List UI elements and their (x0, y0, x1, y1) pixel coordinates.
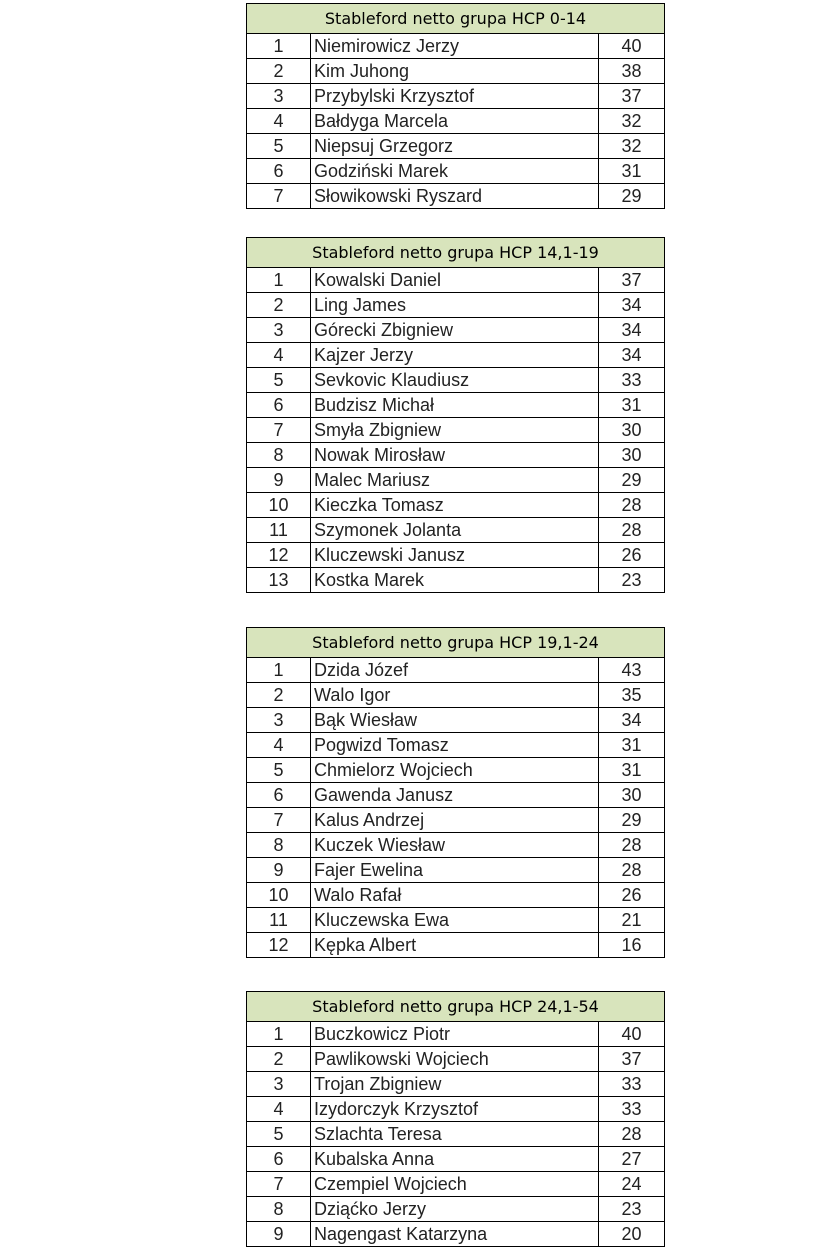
table-row (247, 758, 665, 783)
table-row (247, 184, 665, 209)
table-row (247, 1172, 665, 1197)
player-name-cell: Kluczewski Janusz (311, 543, 599, 568)
rank-cell: 5 (247, 758, 311, 783)
player-name-cell: Niepsuj Grzegorz (311, 134, 599, 159)
points-cell: 28 (599, 518, 665, 543)
table-title: Stableford netto grupa HCP 19,1-24 (247, 628, 665, 658)
rank-cell: 1 (247, 34, 311, 59)
player-name-cell: Nagengast Katarzyna (311, 1222, 599, 1247)
points-cell: 21 (599, 908, 665, 933)
player-name-cell: Dzida Józef (311, 658, 599, 683)
points-cell: 35 (599, 683, 665, 708)
player-name-cell: Ling James (311, 293, 599, 318)
table-title: Stableford netto grupa HCP 14,1-19 (247, 238, 665, 268)
results-table-hcp-14-19 (246, 237, 665, 593)
player-name-cell: Fajer Ewelina (311, 858, 599, 883)
points-cell: 34 (599, 708, 665, 733)
player-name-cell: Kostka Marek (311, 568, 599, 593)
player-name-cell: Godziński Marek (311, 159, 599, 184)
points-cell: 33 (599, 1072, 665, 1097)
table-row (247, 1147, 665, 1172)
player-name-cell: Malec Mariusz (311, 468, 599, 493)
rank-cell: 8 (247, 443, 311, 468)
points-cell: 27 (599, 1147, 665, 1172)
player-name-cell: Przybylski Krzysztof (311, 84, 599, 109)
player-name-cell: Kajzer Jerzy (311, 343, 599, 368)
player-name-cell: Walo Rafał (311, 883, 599, 908)
table-row (247, 1097, 665, 1122)
table-row (247, 933, 665, 958)
table-row (247, 493, 665, 518)
table-row (247, 1122, 665, 1147)
points-cell: 31 (599, 159, 665, 184)
player-name-cell: Szlachta Teresa (311, 1122, 599, 1147)
rank-cell: 10 (247, 883, 311, 908)
table-body (247, 268, 665, 593)
table-row (247, 368, 665, 393)
points-cell: 20 (599, 1222, 665, 1247)
rank-cell: 4 (247, 343, 311, 368)
points-cell: 32 (599, 134, 665, 159)
table-row (247, 418, 665, 443)
player-name-cell: Budzisz Michał (311, 393, 599, 418)
rank-cell: 12 (247, 933, 311, 958)
points-cell: 29 (599, 808, 665, 833)
points-cell: 23 (599, 568, 665, 593)
points-cell: 28 (599, 1122, 665, 1147)
table-row (247, 808, 665, 833)
points-cell: 34 (599, 318, 665, 343)
table-row (247, 1022, 665, 1047)
player-name-cell: Buczkowicz Piotr (311, 1022, 599, 1047)
rank-cell: 6 (247, 159, 311, 184)
points-cell: 33 (599, 1097, 665, 1122)
rank-cell: 3 (247, 1072, 311, 1097)
points-cell: 26 (599, 883, 665, 908)
results-table-hcp-24-54 (246, 991, 665, 1247)
player-name-cell: Kieczka Tomasz (311, 493, 599, 518)
player-name-cell: Bałdyga Marcela (311, 109, 599, 134)
table-row (247, 658, 665, 683)
points-cell: 32 (599, 109, 665, 134)
rank-cell: 11 (247, 908, 311, 933)
table-row (247, 443, 665, 468)
rank-cell: 7 (247, 1172, 311, 1197)
table-row (247, 1222, 665, 1247)
rank-cell: 5 (247, 368, 311, 393)
table-body (247, 1022, 665, 1247)
table-row (247, 268, 665, 293)
points-cell: 43 (599, 658, 665, 683)
table-row (247, 1072, 665, 1097)
points-cell: 28 (599, 833, 665, 858)
table-row (247, 34, 665, 59)
points-cell: 16 (599, 933, 665, 958)
table-header-row (247, 4, 665, 34)
table-row (247, 783, 665, 808)
points-cell: 23 (599, 1197, 665, 1222)
player-name-cell: Kuczek Wiesław (311, 833, 599, 858)
player-name-cell: Kalus Andrzej (311, 808, 599, 833)
table-header-row (247, 238, 665, 268)
table-row (247, 568, 665, 593)
rank-cell: 4 (247, 733, 311, 758)
player-name-cell: Czempiel Wojciech (311, 1172, 599, 1197)
rank-cell: 7 (247, 808, 311, 833)
player-name-cell: Nowak Mirosław (311, 443, 599, 468)
player-name-cell: Kim Juhong (311, 59, 599, 84)
points-cell: 28 (599, 493, 665, 518)
table-row (247, 683, 665, 708)
table-row (247, 293, 665, 318)
rank-cell: 2 (247, 293, 311, 318)
rank-cell: 5 (247, 1122, 311, 1147)
table-row (247, 84, 665, 109)
player-name-cell: Chmielorz Wojciech (311, 758, 599, 783)
rank-cell: 3 (247, 84, 311, 109)
points-cell: 30 (599, 783, 665, 808)
rank-cell: 1 (247, 658, 311, 683)
player-name-cell: Smyła Zbigniew (311, 418, 599, 443)
rank-cell: 10 (247, 493, 311, 518)
table-row (247, 1047, 665, 1072)
table-row (247, 708, 665, 733)
points-cell: 30 (599, 418, 665, 443)
player-name-cell: Trojan Zbigniew (311, 1072, 599, 1097)
table-row (247, 518, 665, 543)
rank-cell: 7 (247, 418, 311, 443)
table-row (247, 733, 665, 758)
results-table-hcp-0-14 (246, 3, 665, 209)
points-cell: 30 (599, 443, 665, 468)
table-header-row (247, 628, 665, 658)
rank-cell: 6 (247, 1147, 311, 1172)
player-name-cell: Dziąćko Jerzy (311, 1197, 599, 1222)
points-cell: 37 (599, 268, 665, 293)
rank-cell: 1 (247, 1022, 311, 1047)
points-cell: 40 (599, 1022, 665, 1047)
rank-cell: 8 (247, 1197, 311, 1222)
rank-cell: 1 (247, 268, 311, 293)
player-name-cell: Izydorczyk Krzysztof (311, 1097, 599, 1122)
rank-cell: 12 (247, 543, 311, 568)
rank-cell: 9 (247, 468, 311, 493)
player-name-cell: Kowalski Daniel (311, 268, 599, 293)
results-table-hcp-19-24 (246, 627, 665, 958)
rank-cell: 4 (247, 1097, 311, 1122)
points-cell: 37 (599, 84, 665, 109)
points-cell: 34 (599, 293, 665, 318)
table-title: Stableford netto grupa HCP 24,1-54 (247, 992, 665, 1022)
table-row (247, 1197, 665, 1222)
table-row (247, 908, 665, 933)
rank-cell: 3 (247, 318, 311, 343)
points-cell: 24 (599, 1172, 665, 1197)
table-title: Stableford netto grupa HCP 0-14 (247, 4, 665, 34)
table-body (247, 658, 665, 958)
points-cell: 28 (599, 858, 665, 883)
table-row (247, 883, 665, 908)
table-row (247, 468, 665, 493)
table-row (247, 543, 665, 568)
points-cell: 26 (599, 543, 665, 568)
player-name-cell: Słowikowski Ryszard (311, 184, 599, 209)
rank-cell: 3 (247, 708, 311, 733)
points-cell: 29 (599, 468, 665, 493)
table-row (247, 343, 665, 368)
points-cell: 40 (599, 34, 665, 59)
table-row (247, 159, 665, 184)
table-row (247, 318, 665, 343)
table-row (247, 833, 665, 858)
table-row (247, 134, 665, 159)
rank-cell: 11 (247, 518, 311, 543)
rank-cell: 8 (247, 833, 311, 858)
points-cell: 29 (599, 184, 665, 209)
rank-cell: 2 (247, 59, 311, 84)
table-row (247, 59, 665, 84)
rank-cell: 7 (247, 184, 311, 209)
table-row (247, 858, 665, 883)
rank-cell: 6 (247, 783, 311, 808)
rank-cell: 9 (247, 1222, 311, 1247)
player-name-cell: Kluczewska Ewa (311, 908, 599, 933)
points-cell: 33 (599, 368, 665, 393)
player-name-cell: Pogwizd Tomasz (311, 733, 599, 758)
table-body (247, 34, 665, 209)
rank-cell: 9 (247, 858, 311, 883)
points-cell: 34 (599, 343, 665, 368)
points-cell: 31 (599, 393, 665, 418)
player-name-cell: Walo Igor (311, 683, 599, 708)
table-row (247, 393, 665, 418)
player-name-cell: Gawenda Janusz (311, 783, 599, 808)
points-cell: 38 (599, 59, 665, 84)
rank-cell: 2 (247, 683, 311, 708)
player-name-cell: Kępka Albert (311, 933, 599, 958)
player-name-cell: Bąk Wiesław (311, 708, 599, 733)
points-cell: 31 (599, 758, 665, 783)
player-name-cell: Kubalska Anna (311, 1147, 599, 1172)
rank-cell: 2 (247, 1047, 311, 1072)
player-name-cell: Pawlikowski Wojciech (311, 1047, 599, 1072)
player-name-cell: Sevkovic Klaudiusz (311, 368, 599, 393)
rank-cell: 4 (247, 109, 311, 134)
rank-cell: 5 (247, 134, 311, 159)
points-cell: 31 (599, 733, 665, 758)
points-cell: 37 (599, 1047, 665, 1072)
table-row (247, 109, 665, 134)
rank-cell: 13 (247, 568, 311, 593)
player-name-cell: Górecki Zbigniew (311, 318, 599, 343)
player-name-cell: Niemirowicz Jerzy (311, 34, 599, 59)
table-header-row (247, 992, 665, 1022)
player-name-cell: Szymonek Jolanta (311, 518, 599, 543)
rank-cell: 6 (247, 393, 311, 418)
